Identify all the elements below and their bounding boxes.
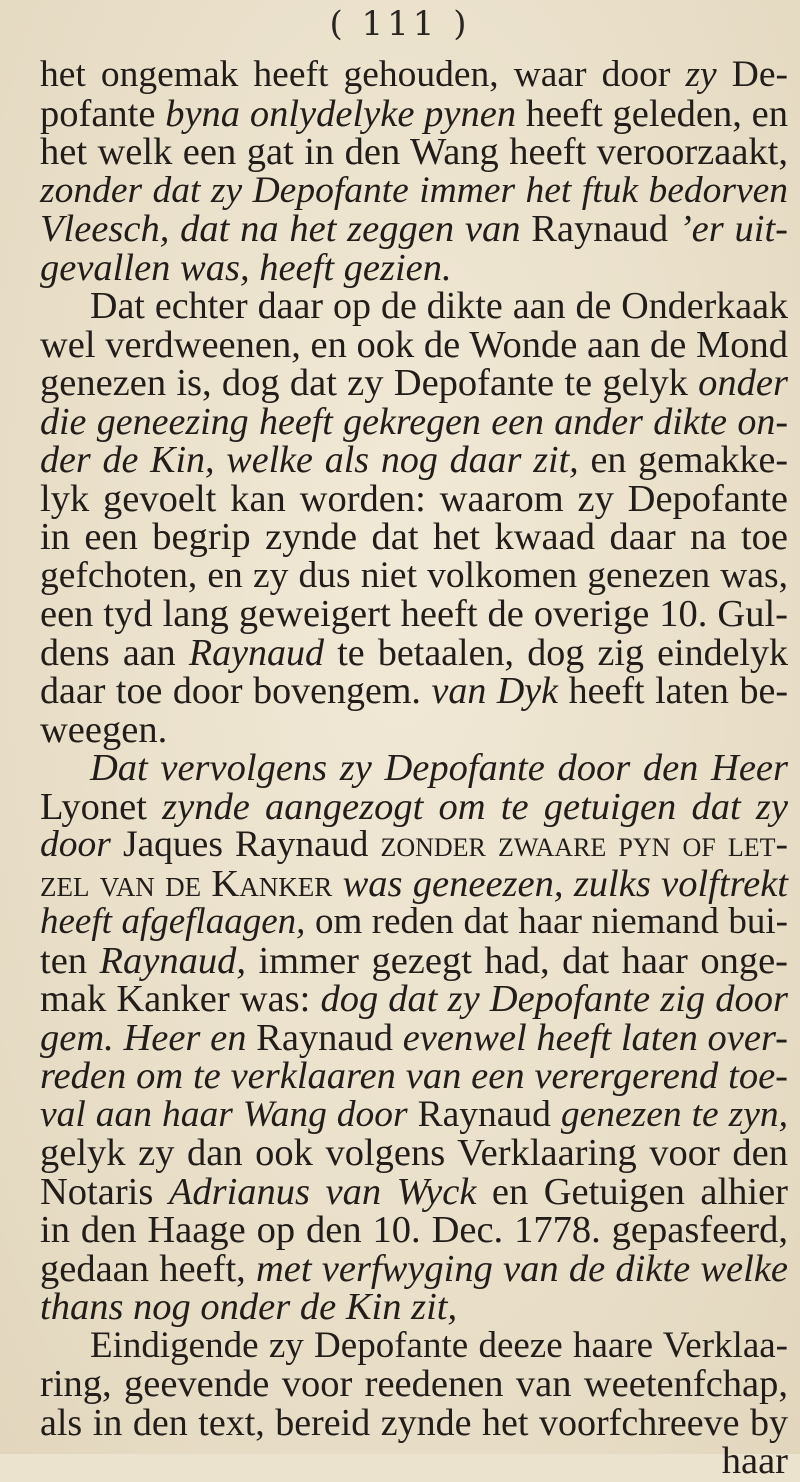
text-line <box>40 364 788 403</box>
text-segment: door <box>40 824 111 865</box>
text-line <box>40 1134 788 1173</box>
text-segment: Dat echter daar op de dikte aan de Onderkaak <box>90 285 788 327</box>
text-line <box>40 518 788 557</box>
text-segment: zynde aangezogt om te getuigen dat zy <box>162 785 788 828</box>
text-segment: Dat vervolgens zy Depofante door den Heer <box>90 747 788 789</box>
text-segment: zel van de Kanker <box>40 862 333 905</box>
text-segment: om reden dat haar niemand bui- <box>305 901 788 942</box>
text-segment: pofante <box>40 92 166 135</box>
text-line <box>40 92 788 135</box>
text-line <box>40 400 788 443</box>
text-segment: Raynaud <box>246 1016 403 1059</box>
text-segment: zy <box>685 54 717 95</box>
text-segment: onder <box>698 362 788 404</box>
text-segment: evenwel heeft laten over- <box>402 1016 788 1059</box>
text-segment: heeft geleden, en <box>516 92 788 135</box>
text-segment: het welk een gat in den Wang heeft veroorzaakt, <box>40 131 788 173</box>
text-segment: was geneezen, zulks volftrekt <box>332 862 788 905</box>
text-segment: reden om te verklaaren van een verergerend toe- <box>40 1055 788 1097</box>
text-segment: genezen te zyn, <box>560 1093 788 1135</box>
text-line <box>40 1365 788 1404</box>
page-number: ( 111 ) <box>329 4 471 44</box>
text-segment: een tyd lang geweigert heeft de overige 10. Gul- <box>40 593 788 635</box>
text-segment: lyk gevoelt kan worden: waarom zy Depofante <box>40 477 788 520</box>
text-segment: daar toe door bovengem. <box>40 670 432 712</box>
text-segment: zonder zwaare pyn of let- <box>380 824 788 865</box>
text-segment: heeft laten be- <box>558 670 788 712</box>
text-line <box>40 785 788 828</box>
text-segment: Eindigende zy Depofante deeze haare Verklaa- <box>90 1324 788 1366</box>
text-segment: het ongemak heeft gehouden, waar door <box>40 54 686 95</box>
text-line <box>40 1288 788 1327</box>
text-segment: Lyonet <box>40 785 163 828</box>
text-segment: genezen is, dog dat zy Depofante te gelyk <box>40 362 699 404</box>
text-segment: Notaris <box>40 1170 169 1213</box>
text-segment: van Dyk <box>431 670 559 712</box>
text-line <box>40 56 788 95</box>
text-segment: der de Kin, welke als nog daar zit, <box>40 439 579 481</box>
text-segment: ring, geevende voor reedenen van weetenfchap, <box>40 1363 788 1405</box>
text-segment: in den Haage op den 10. Dec. 1778. gepasfeerd, <box>40 1209 788 1251</box>
text-segment: weegen. <box>40 708 168 751</box>
text-segment: in een begrip zynde dat het kwaad daar na toe <box>40 516 788 558</box>
text-line <box>40 980 788 1019</box>
body-text <box>40 56 788 1481</box>
text-line <box>40 1247 788 1290</box>
text-segment: met verfwyging van de dikte welke <box>255 1247 788 1290</box>
text-line <box>40 169 788 211</box>
text-segment: gem. Heer en <box>40 1016 247 1059</box>
text-segment: thans nog onder de Kin zit, <box>40 1286 458 1328</box>
text-segment: Raynaud <box>188 631 324 674</box>
text-segment: gevallen was, heeft gezien. <box>40 246 452 289</box>
text-line <box>40 287 788 326</box>
text-segment: De- <box>716 54 788 95</box>
text-segment: dens aan <box>40 631 189 674</box>
text-segment: mak Kanker was: <box>40 978 321 1020</box>
text-line <box>40 1401 788 1444</box>
text-segment: gelyk zy dan ook volgens Verklaaring voor den <box>40 1132 788 1174</box>
text-line <box>40 749 788 788</box>
text-segment: en gemakke- <box>578 439 788 481</box>
text-line <box>40 1211 788 1250</box>
text-segment: Jaques Raynaud <box>110 824 381 865</box>
text-line <box>40 1057 788 1096</box>
text-line <box>40 477 788 520</box>
text-segment: val aan haar Wang door <box>40 1093 408 1135</box>
text-segment: en Getuigen alhier <box>476 1170 788 1213</box>
text-segment: te betaalen, dog zig eindelyk <box>323 631 788 674</box>
text-segment: immer gezegt had, dat haar onge- <box>246 939 788 982</box>
text-segment: Raynaud <box>531 208 669 250</box>
text-line <box>40 708 788 751</box>
text-segment: dog dat zy Depofante zig door <box>320 978 788 1020</box>
text-segment: heeft afgeflaagen, <box>40 901 306 942</box>
text-segment: ’er uit- <box>668 208 788 250</box>
text-segment: Vleesch, dat na het zeggen van <box>40 208 532 250</box>
text-line <box>40 862 788 905</box>
catchword: haar <box>721 1440 788 1482</box>
text-segment: ten <box>40 939 100 982</box>
text-segment: gefchoten, en zy dus niet volkomen genezen was, <box>40 554 788 596</box>
text-segment: gedaan heeft, <box>40 1247 256 1290</box>
text-segment: zonder dat zy Depofante immer het ftuk bedorven <box>40 169 788 211</box>
text-line <box>40 1093 788 1135</box>
text-segment: Adrianus van Wyck <box>168 1170 477 1213</box>
text-line <box>40 939 788 982</box>
text-line <box>40 903 788 942</box>
text-line <box>40 826 788 865</box>
text-segment: Raynaud, <box>99 939 246 982</box>
text-line <box>40 1016 788 1059</box>
text-line <box>40 595 788 634</box>
text-segment: wel verdweenen, en ook de Wonde aan de Mond <box>40 323 788 366</box>
text-line <box>40 210 788 249</box>
text-segment: byna onlydelyke pynen <box>165 92 517 135</box>
text-line <box>40 133 788 172</box>
text-line <box>40 554 788 596</box>
text-segment: die geneezing heeft gekregen een ander dikte on- <box>40 400 788 443</box>
text-line <box>40 631 788 674</box>
text-line <box>40 672 788 711</box>
text-segment: Raynaud <box>407 1093 561 1135</box>
text-line <box>40 1170 788 1213</box>
text-line <box>40 441 788 480</box>
text-segment: als in den text, bereid zynde het voorfchreeve by <box>40 1401 788 1444</box>
text-line <box>40 323 788 366</box>
text-line <box>40 246 788 289</box>
text-line <box>40 1324 788 1366</box>
